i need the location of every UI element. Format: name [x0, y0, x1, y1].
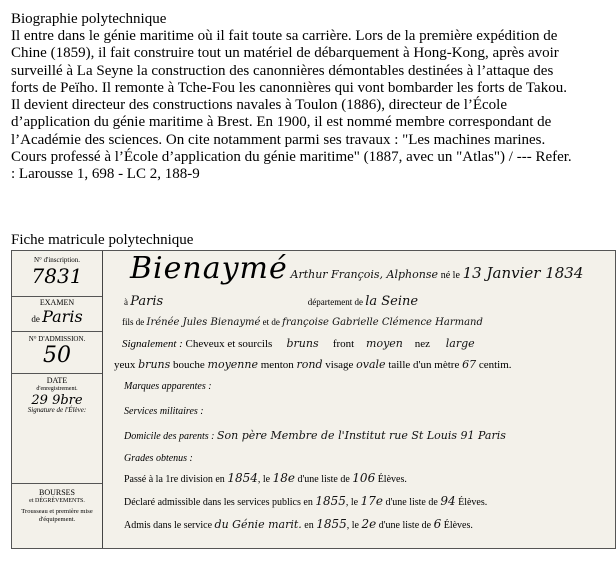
menton-label: menton	[260, 359, 294, 371]
liste-de-label: d'une liste de	[297, 474, 350, 485]
bio-line: Chine (1859), il fait construire tout un matériel de débarquement à Hong-Kong, après avoir	[11, 45, 559, 62]
yeux-value: bruns	[138, 358, 171, 371]
declare-label: Déclaré admissible dans les services publics en	[124, 497, 313, 508]
signature-section	[12, 406, 102, 414]
domicile-value: Son père Membre de l'Institut rue St Louis 91 Paris	[216, 429, 506, 442]
matricule-label: N° d'inscription.	[33, 256, 81, 264]
birth-date: 13 Janvier 1834	[462, 264, 584, 282]
bio-line: l’Académie des sciences. On cite notamment parmi ses travaux : "Les machines marines.	[11, 131, 546, 148]
en-label: en	[304, 520, 314, 531]
a-label: à	[124, 297, 128, 307]
admission-number: 50	[43, 343, 71, 368]
eleves-label: Élèves.	[377, 474, 407, 485]
fiche-heading: Fiche matricule polytechnique	[11, 232, 194, 248]
cheveux-value: bruns	[286, 337, 319, 350]
grades-label: Grades obtenus :	[124, 453, 193, 464]
divider	[12, 331, 102, 332]
front-label: front	[332, 338, 355, 350]
examen-section	[12, 299, 102, 326]
visage-value: ovale	[356, 358, 386, 371]
passe-rank: 18e	[272, 471, 295, 485]
matricule-card-image	[11, 250, 616, 549]
ne-le-label: né le	[440, 270, 460, 281]
declare-rank: 17e	[360, 494, 383, 508]
mother-name: françoise Gabrielle Clémence Harmand	[282, 317, 483, 328]
departement-value: la Seine	[365, 294, 419, 309]
passe-rank-intro: , le	[257, 474, 271, 485]
fils-de-label: fils de	[122, 317, 145, 327]
admis-rank: 2e	[361, 517, 377, 531]
yeux-label: yeux	[114, 359, 136, 371]
services-label: Services militaires :	[124, 406, 204, 417]
examen-label: EXAMEN	[39, 298, 75, 307]
father-name: Irénée Jules Bienaymé	[146, 317, 261, 328]
taille-label: taille d'un mètre	[388, 359, 460, 371]
admis-year: 1855	[316, 517, 347, 531]
bio-line: : Larousse 1, 698 - LC 2, 188-9	[11, 166, 200, 183]
date-label: DATE	[46, 376, 68, 385]
signature-label: Signature de l'Élève:	[27, 406, 87, 414]
bio-line: forts de Peïho. Il remonte à Tche-Fou les canonnières qui vont bombarder les forts de Takou.	[11, 79, 567, 96]
matricule-number: 7831	[31, 264, 83, 288]
date-value: 29 9bre	[31, 393, 83, 408]
passe-total: 106	[352, 471, 376, 485]
bourses-label: BOURSES	[38, 488, 75, 497]
admis-label: Admis dans le service	[124, 520, 213, 531]
declare-total: 94	[440, 494, 456, 508]
degrevements-label: et DÉGRÈVEMENTS.	[29, 498, 85, 504]
liste-de-label: d'une liste de	[385, 497, 438, 508]
bio-heading: Biographie polytechnique	[11, 11, 167, 27]
matricule-section	[12, 256, 102, 288]
marques-label: Marques apparentes :	[124, 381, 212, 392]
departement-label: département de	[307, 297, 363, 307]
trousseau-label: Trousseau et première mise d'équipement.	[21, 508, 93, 523]
admission-section	[12, 335, 102, 368]
bio-line: Il entre dans le génie maritime où il fait toute sa carrière. Lors de la première expédition de	[11, 28, 558, 44]
nez-value: large	[445, 337, 475, 350]
nez-label: nez	[414, 338, 430, 350]
domicile-label: Domicile des parents :	[124, 431, 215, 442]
bio-text	[11, 28, 609, 184]
eleves-label: Élèves.	[443, 520, 473, 531]
bio-line: d’application du génie maritime à Brest. En 1900, il est nommé membre correspondant de	[11, 114, 552, 131]
domicile-row	[124, 429, 506, 442]
birthplace-row	[124, 294, 418, 309]
bouche-value: moyenne	[207, 358, 258, 371]
surname: Bienaymé	[130, 251, 288, 286]
date-section	[12, 377, 102, 408]
card-left-column	[12, 251, 103, 548]
passe-year: 1854	[227, 471, 258, 485]
and-label: et de	[262, 317, 280, 327]
declare-rank-intro: , le	[345, 497, 359, 508]
bio-line: Cours professé à l’École d’application du génie maritime" (1887, avec un "Atlas") / --- Refer.	[11, 149, 572, 166]
cheveux-label: Cheveux et sourcils	[185, 338, 273, 350]
eleves-label: Élèves.	[458, 497, 488, 508]
divider	[12, 483, 102, 484]
centim-label: centim.	[478, 359, 512, 371]
admis-rank-intro: , le	[346, 520, 359, 531]
bouche-label: bouche	[173, 359, 205, 371]
divider	[12, 296, 102, 297]
signalement-row	[122, 337, 488, 350]
admission-label: N° D'ADMISSION.	[28, 335, 86, 343]
declare-row	[124, 494, 487, 508]
passe-label: Passé à la 1re division en	[124, 474, 225, 485]
passe-row	[124, 471, 407, 485]
front-value: moyen	[366, 337, 403, 350]
declare-year: 1855	[315, 494, 346, 508]
admis-total: 6	[433, 517, 442, 531]
bio-line: surveillé à La Seyne la construction des canonnières démontables destinées à l’attaque des	[11, 62, 554, 79]
examen-prefix: de	[31, 314, 40, 324]
card-main-area	[104, 251, 614, 548]
taille-value: 67	[462, 358, 477, 371]
date-sub-label: d'enregistrement.	[36, 386, 78, 392]
bio-line: Il devient directeur des constructions navales à Toulon (1886), directeur de l’École	[11, 97, 507, 114]
parents-row	[122, 317, 483, 328]
firstnames: Arthur François, Alphonse	[290, 268, 438, 281]
menton-value: rond	[296, 358, 323, 371]
birthplace: Paris	[130, 294, 164, 309]
visage-label: visage	[325, 359, 354, 371]
bourses-section	[12, 489, 102, 524]
signalement-label: Signalement :	[122, 338, 183, 350]
liste-de-label: d'une liste de	[378, 520, 432, 531]
admis-service: du Génie marit.	[214, 518, 302, 531]
features-row	[114, 358, 512, 371]
admis-row	[124, 517, 473, 531]
name-row	[130, 251, 583, 286]
divider	[12, 373, 102, 374]
examen-city: Paris	[42, 307, 83, 326]
